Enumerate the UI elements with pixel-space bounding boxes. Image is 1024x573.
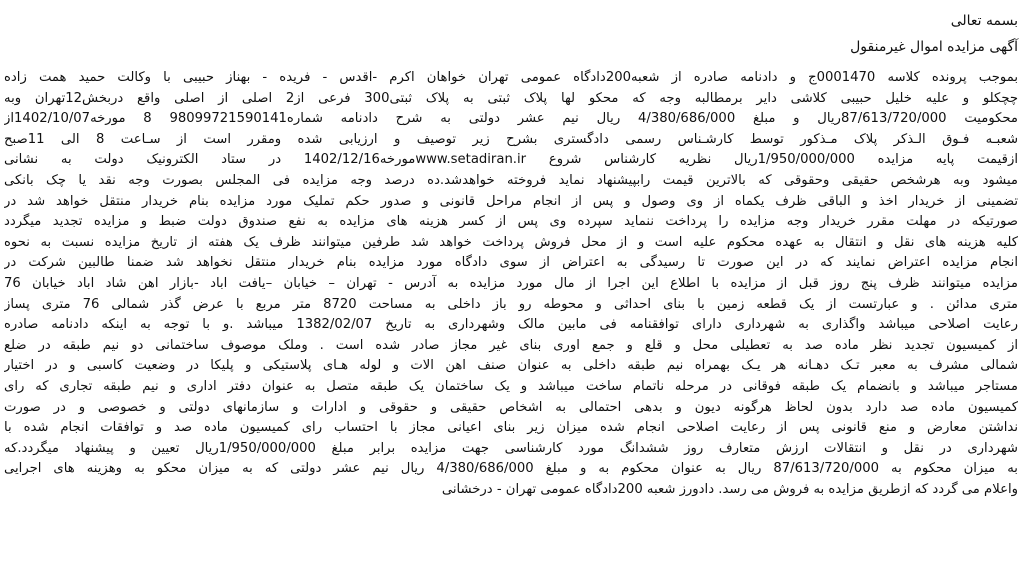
body-line: شمالی مشرف به معبر تـک دهـانه هر یـک بهمراه نیم طبقه داخلی به عنوان صنف اهن الات و لوله هـای پلاستیکی و پلیکا در وضعیت کاسبی و در اختیار bbox=[4, 358, 1018, 374]
salutation: بسمه تعالی bbox=[950, 13, 1018, 29]
body-line: محکومیت 87/613/720/000ریال و مبلغ 4/380/686/000 ریال نیم عشر دولتی به شرح دادنامه شماره98099721590141 8 مورخه1402/10/07از bbox=[4, 111, 1018, 127]
body-line: متری مدائن . و عبارتست از یک قطعه زمین با بنای احداثی و محوطه رو باز داخلی به مساحت 8720 متر مربع با عرض گذر شمالی 76 متری پساز bbox=[4, 296, 1018, 312]
notice-body bbox=[4, 68, 1018, 500]
body-line: کلیه هزینه های نقل و انتقال به عهده محکوم علیه است و از محل فروش پرداخت خواهد شد طرفین میتوانند ظرف یک هفته از تاریخ مزایده نسبت به نحوه bbox=[4, 234, 1018, 250]
body-line: چچکلو و علیه خلیل حبیبی کلاشی دایر برمطالبه وجه که محکو لها پلاک ثبتی به پلاک ثبتی300 فرعی از2 اصلی از اصلی واقع دربخش12تهران وبه bbox=[4, 90, 1018, 106]
body-line: شهرداری در نقل و انتقالات ارزش متعارف روز ششدانگ مورد کارشناسی جهت مزایده برابر مبلغ 1/950/000/000ریال تعیین و پیشنهاد میگردد.که bbox=[4, 440, 1018, 456]
body-line: میشود وبه هرشخص حقیقی وحقوقی که بالاترین قیمت رابپیشنهاد نماید فروخته خواهدشد.ده درصد وجه مزایده فی المجلس بصورت وجه نقد یا چک بانکی bbox=[4, 172, 1018, 188]
body-line: تضمینی از خریدار اخذ و الباقی ظرف یکماه از وی وصول و پس از انجام مراحل قانونی و صدور حکم تملیک مورد مزایده بنام خریدار منتقل خواهد شد در bbox=[4, 193, 1018, 209]
body-line: واعلام می گردد که ازطریق مزایده به فروش می رسد. دادورز شعبه 200دادگاه عمومی تهران - درخشانی bbox=[441, 481, 1018, 497]
body-line: بموجب پرونده کلاسه 0001470ج و دادنامه صادره از شعبه200دادگاه عمومی تهران خواهان اکرم -اقدس - فریده - بهناز حبیبی با وکالت حمید همت زاده bbox=[4, 70, 1018, 85]
body-line: صورتیکه در مهلت مقرر خریدار وجه مزایده را پرداخت ننماید سپرده وی پس از کسر هزینه های مزایده به نفع صندوق دولت ضبط و مزایده تجدید میگردد bbox=[4, 214, 1018, 230]
notice-title: آگهی مزایده اموال غیرمنقول bbox=[850, 39, 1018, 55]
body-line: به میزان محکوم به 87/613/720/000 ریال به عنوان محکوم به و مبلغ 4/380/686/000 ریال نیم عشر دولتی که به میزان محکو به وهزینه های اجرایی bbox=[4, 461, 1018, 477]
body-line: نداشتن معارض و منع قانونی پس از رعایت اصلاحی انجام شده میزان زیر بنای اعیانی مجاز با احتساب رای کمیسیون ماده صد و توافقات انجام شده با bbox=[4, 420, 1018, 436]
notice-document bbox=[4, 2, 1018, 500]
body-line: رعایت اصلاحی میباشد واگذاری به شهرداری دارای توافقنامه فی مابین مالک وشهرداری به تاریخ 1382/02/07 میباشد .و با توجه به اینکه دادنامه صادره bbox=[4, 317, 1018, 333]
spacer bbox=[4, 60, 1018, 68]
body-line: مزایده میتوانند ظرف پنج روز قبل از مزایده با اطلاع این اجرا از مال مورد مزایده به آدرس - تهران – خیابان –یافت اباد -بازار اهن شاد اباد خیابان 76 bbox=[4, 275, 1018, 291]
body-line: مستاجر میباشد و بانضمام یک طبقه فوقانی در مرحله ناتمام ساخت میباشد و یک ساختمان یک طبقه متصل به عنوان دفتر اداری و نیم طبقه تجاری که رای bbox=[4, 378, 1018, 394]
body-line: کمیسیون ماده صد دارد بدون لحاظ هرگونه دیون و بدهی احتمالی به اشخاص حقیقی و حقوقی و ادارات و سازمانهای دولتی و خصوصی و در صورت bbox=[4, 399, 1018, 415]
body-line: شعبـه فـوق الـذکر پلاک مـذکور توسط کارشـناس رسمی دادگستری بشرح زیر توصیف و ارزیابی شده ومقرر است از سـاعت 8 الی 11صبح bbox=[4, 131, 1018, 147]
body-line: انجام مزایده اعتراض نمایند که در این صورت تا رسیدگی به اعتراض از سوی دادگاه مورد مزایده بنام خریدار منتقل نخواهد شد ضمنا طالبین شرکت در bbox=[4, 255, 1018, 271]
body-line: از کمیسیون تجدید نظر ماده صد به تعطیلی محل و قلع و جمع اوری بنای غیر مجاز صادر شده است . وملک موصوف ساختمانی دو نیم طبقه در ضلع bbox=[4, 337, 1018, 353]
body-line: ازقیمت پایه مزایده 1/950/000/000ریال نظریه کارشناس شروع www.setadiran.irمورخه1402/12/16 در ستاد الکترونیک دولت به نشانی bbox=[4, 152, 1018, 168]
